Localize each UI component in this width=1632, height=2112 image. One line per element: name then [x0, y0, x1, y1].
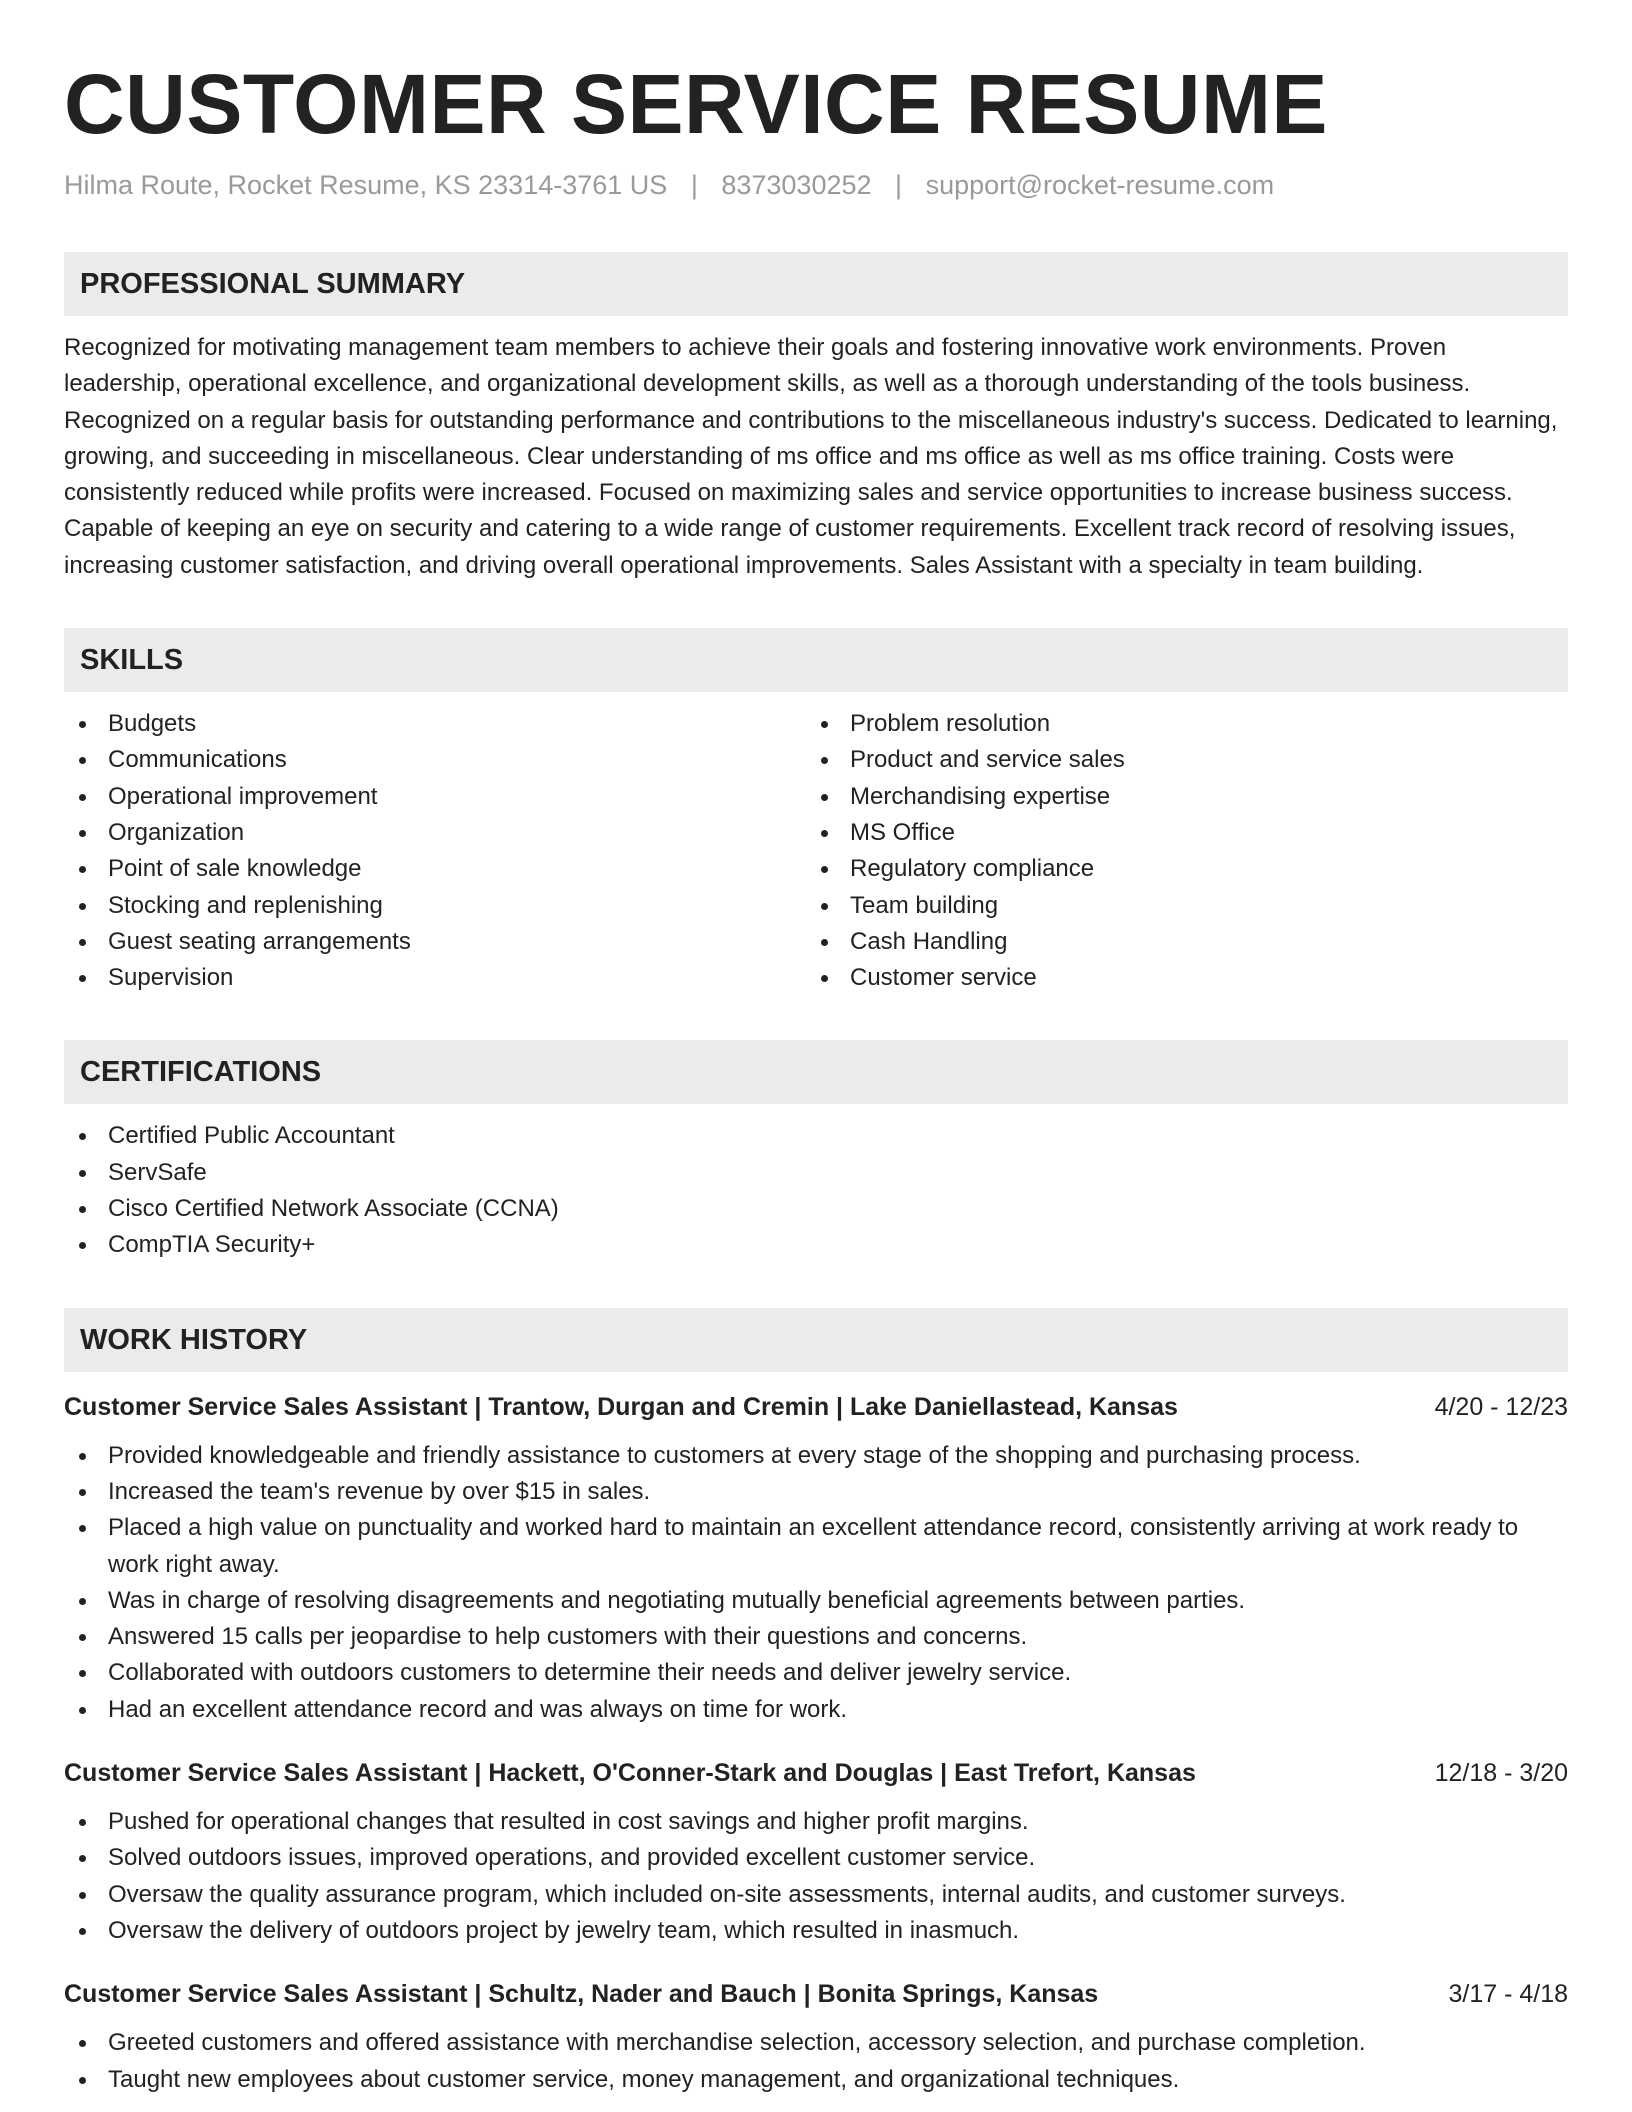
- job-bullets: [64, 1438, 1568, 1728]
- job-title: Customer Service Sales Assistant | Schultz, Nader and Bauch | Bonita Springs, Kansas: [64, 1980, 1099, 2009]
- job-bullet: Oversaw the quality assurance program, which included on-site assessments, internal audits, and customer surveys.: [64, 1877, 1568, 1913]
- job-entry: [64, 1756, 1568, 1949]
- job-bullets: [64, 2025, 1568, 2098]
- certification-item: Certified Public Accountant: [64, 1118, 1568, 1154]
- job-header: [64, 1756, 1568, 1790]
- job-bullet: Collaborated with outdoors customers to determine their needs and deliver jewelry service.: [64, 1655, 1568, 1691]
- skill-item: Problem resolution: [806, 706, 1548, 742]
- certification-item: CompTIA Security+: [64, 1227, 1568, 1263]
- job-bullet: Greeted customers and offered assistance with merchandise selection, accessory selection, and purchase completion.: [64, 2025, 1568, 2061]
- skill-item: Team building: [806, 888, 1548, 924]
- contact-line: [64, 168, 1568, 202]
- section-header-certifications: CERTIFICATIONS: [64, 1040, 1568, 1104]
- contact-address: Hilma Route, Rocket Resume, KS 23314-3761 US: [64, 170, 668, 200]
- skill-item: Stocking and replenishing: [64, 888, 806, 924]
- skills-list-left: [64, 706, 806, 996]
- job-bullet: Provided knowledgeable and friendly assistance to customers at every stage of the shopping and purchasing process.: [64, 1438, 1568, 1474]
- job-bullets: [64, 1804, 1568, 1949]
- skill-item: Product and service sales: [806, 742, 1548, 778]
- job-dates: 4/20 - 12/23: [1434, 1392, 1568, 1421]
- skill-item: Guest seating arrangements: [64, 924, 806, 960]
- job-bullet: Placed a high value on punctuality and worked hard to maintain an excellent attendance record, consistently arriving at work ready to work right away.: [64, 1510, 1568, 1583]
- skill-item: Organization: [64, 815, 806, 851]
- certification-item: Cisco Certified Network Associate (CCNA): [64, 1191, 1568, 1227]
- skill-item: Operational improvement: [64, 779, 806, 815]
- contact-separator: |: [895, 170, 903, 200]
- job-bullet: Oversaw the delivery of outdoors project by jewelry team, which resulted in inasmuch.: [64, 1913, 1568, 1949]
- skill-item: Regulatory compliance: [806, 851, 1548, 887]
- job-dates: 12/18 - 3/20: [1434, 1759, 1568, 1788]
- skill-item: Customer service: [806, 960, 1548, 996]
- skill-item: Merchandising expertise: [806, 779, 1548, 815]
- certification-item: ServSafe: [64, 1155, 1568, 1191]
- job-bullet: Taught new employees about customer service, money management, and organizational techniques.: [64, 2062, 1568, 2098]
- job-dates: 3/17 - 4/18: [1448, 1980, 1568, 2009]
- skill-item: Cash Handling: [806, 924, 1548, 960]
- contact-email[interactable]: support@rocket-resume.com: [925, 170, 1275, 200]
- job-bullet: Solved outdoors issues, improved operations, and provided excellent customer service.: [64, 1840, 1568, 1876]
- section-header-work-history: WORK HISTORY: [64, 1308, 1568, 1372]
- job-bullet: Answered 15 calls per jeopardise to help customers with their questions and concerns.: [64, 1619, 1568, 1655]
- section-header-skills: SKILLS: [64, 628, 1568, 692]
- resume-title: CUSTOMER SERVICE RESUME: [64, 57, 1328, 151]
- skill-item: Communications: [64, 742, 806, 778]
- job-bullet: Had an excellent attendance record and was always on time for work.: [64, 1692, 1568, 1728]
- job-title: Customer Service Sales Assistant | Trantow, Durgan and Cremin | Lake Daniellastead, Kansas: [64, 1392, 1178, 1421]
- job-bullet: Was in charge of resolving disagreements and negotiating mutually beneficial agreements between parties.: [64, 1583, 1568, 1619]
- section-header-summary: PROFESSIONAL SUMMARY: [64, 252, 1568, 316]
- summary-text: Recognized for motivating management team members to achieve their goals and fostering innovative work environments. Proven leadership, operational excellence, and organizational development skills, as well as a thorough understanding of the tools business. Recognized on a regular basis for outstanding performance and contributions to the miscellaneous industry's success. Dedicated to learning, growing, and succeeding in miscellaneous. Clear understanding of ms office and ms office as well as ms office training. Costs were consistently reduced while profits were increased. Focused on maximizing sales and service opportunities to increase business success. Capable of keeping an eye on security and catering to a wide range of customer requirements. Excellent track record of resolving issues, increasing customer satisfaction, and driving overall operational improvements. Sales Assistant with a specialty in team building.: [64, 334, 1558, 579]
- job-entry: [64, 1977, 1568, 2098]
- job-bullet: Increased the team's revenue by over $15 in sales.: [64, 1474, 1568, 1510]
- contact-phone: 8373030252: [721, 170, 872, 200]
- certifications-list: [64, 1118, 1568, 1263]
- skills-list-right: [806, 706, 1548, 996]
- job-header: [64, 1977, 1568, 2011]
- skills-columns: [64, 706, 1568, 996]
- job-header: [64, 1390, 1568, 1424]
- skill-item: MS Office: [806, 815, 1548, 851]
- job-bullet: Pushed for operational changes that resulted in cost savings and higher profit margins.: [64, 1804, 1568, 1840]
- contact-separator: |: [690, 170, 698, 200]
- job-title: Customer Service Sales Assistant | Hackett, O'Conner-Stark and Douglas | East Trefort, Kansas: [64, 1759, 1196, 1788]
- job-entry: [64, 1390, 1568, 1728]
- skill-item: Supervision: [64, 960, 806, 996]
- skill-item: Budgets: [64, 706, 806, 742]
- skill-item: Point of sale knowledge: [64, 851, 806, 887]
- resume-content: [64, 54, 1568, 2098]
